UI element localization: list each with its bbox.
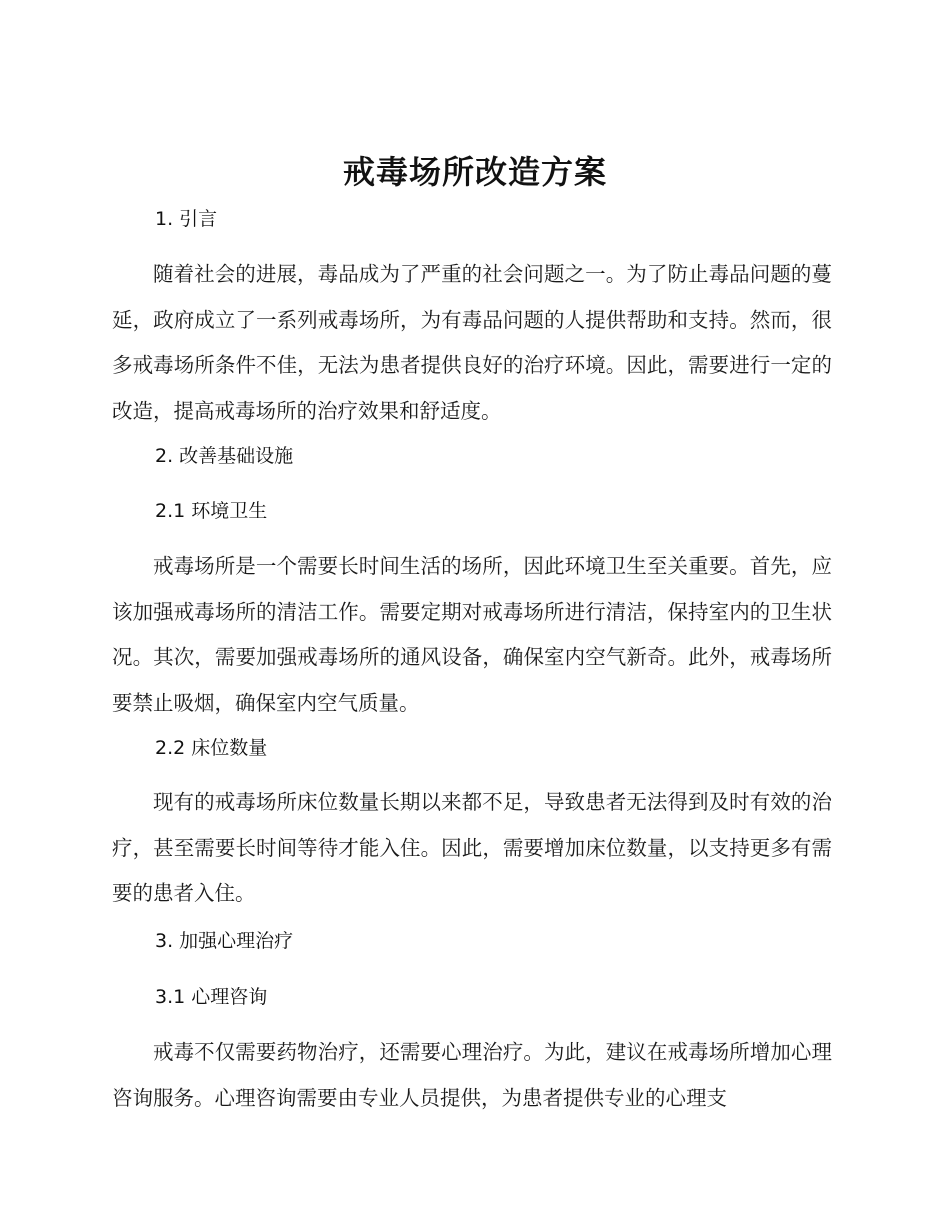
section-heading-infrastructure: 2. 改善基础设施 (155, 445, 294, 467)
subsection-heading-environment: 2.1 环境卫生 (155, 500, 268, 522)
document-title: 戒毒场所改造方案 (342, 153, 607, 191)
paragraph-beds: 现有的戒毒场所床位数量长期以来都不足，导致患者无法得到及时有效的治疗，甚至需要长时间等待才能入住。因此，需要增加床位数量，以支持更多有需要的患者入住。 (112, 790, 832, 905)
section-heading-psychology: 3. 加强心理治疗 (155, 930, 294, 952)
paragraph-environment: 戒毒场所是一个需要长时间生活的场所，因此环境卫生至关重要。首先，应该加强戒毒场所的清洁工作。需要定期对戒毒场所进行清洁，保持室内的卫生状况。其次，需要加强戒毒场所的通风设备，确保室内空气新奇。此外，戒毒场所要禁止吸烟，确保室内空气质量。 (112, 554, 832, 715)
subsection-heading-beds: 2.2 床位数量 (155, 737, 268, 759)
paragraph-counseling: 戒毒不仅需要药物治疗，还需要心理治疗。为此，建议在戒毒场所增加心理咨询服务。心理咨询需要由专业人员提供，为患者提供专业的心理支 (112, 1040, 832, 1110)
paragraph-intro: 随着社会的进展，毒品成为了严重的社会问题之一。为了防止毒品问题的蔓延，政府成立了一系列戒毒场所，为有毒品问题的人提供帮助和支持。然而，很多戒毒场所条件不佳，无法为患者提供良好的治疗环境。因此，需要进行一定的改造，提高戒毒场所的治疗效果和舒适度。 (112, 262, 832, 423)
subsection-heading-counseling: 3.1 心理咨询 (155, 986, 268, 1008)
section-heading-intro: 1. 引言 (155, 208, 218, 230)
